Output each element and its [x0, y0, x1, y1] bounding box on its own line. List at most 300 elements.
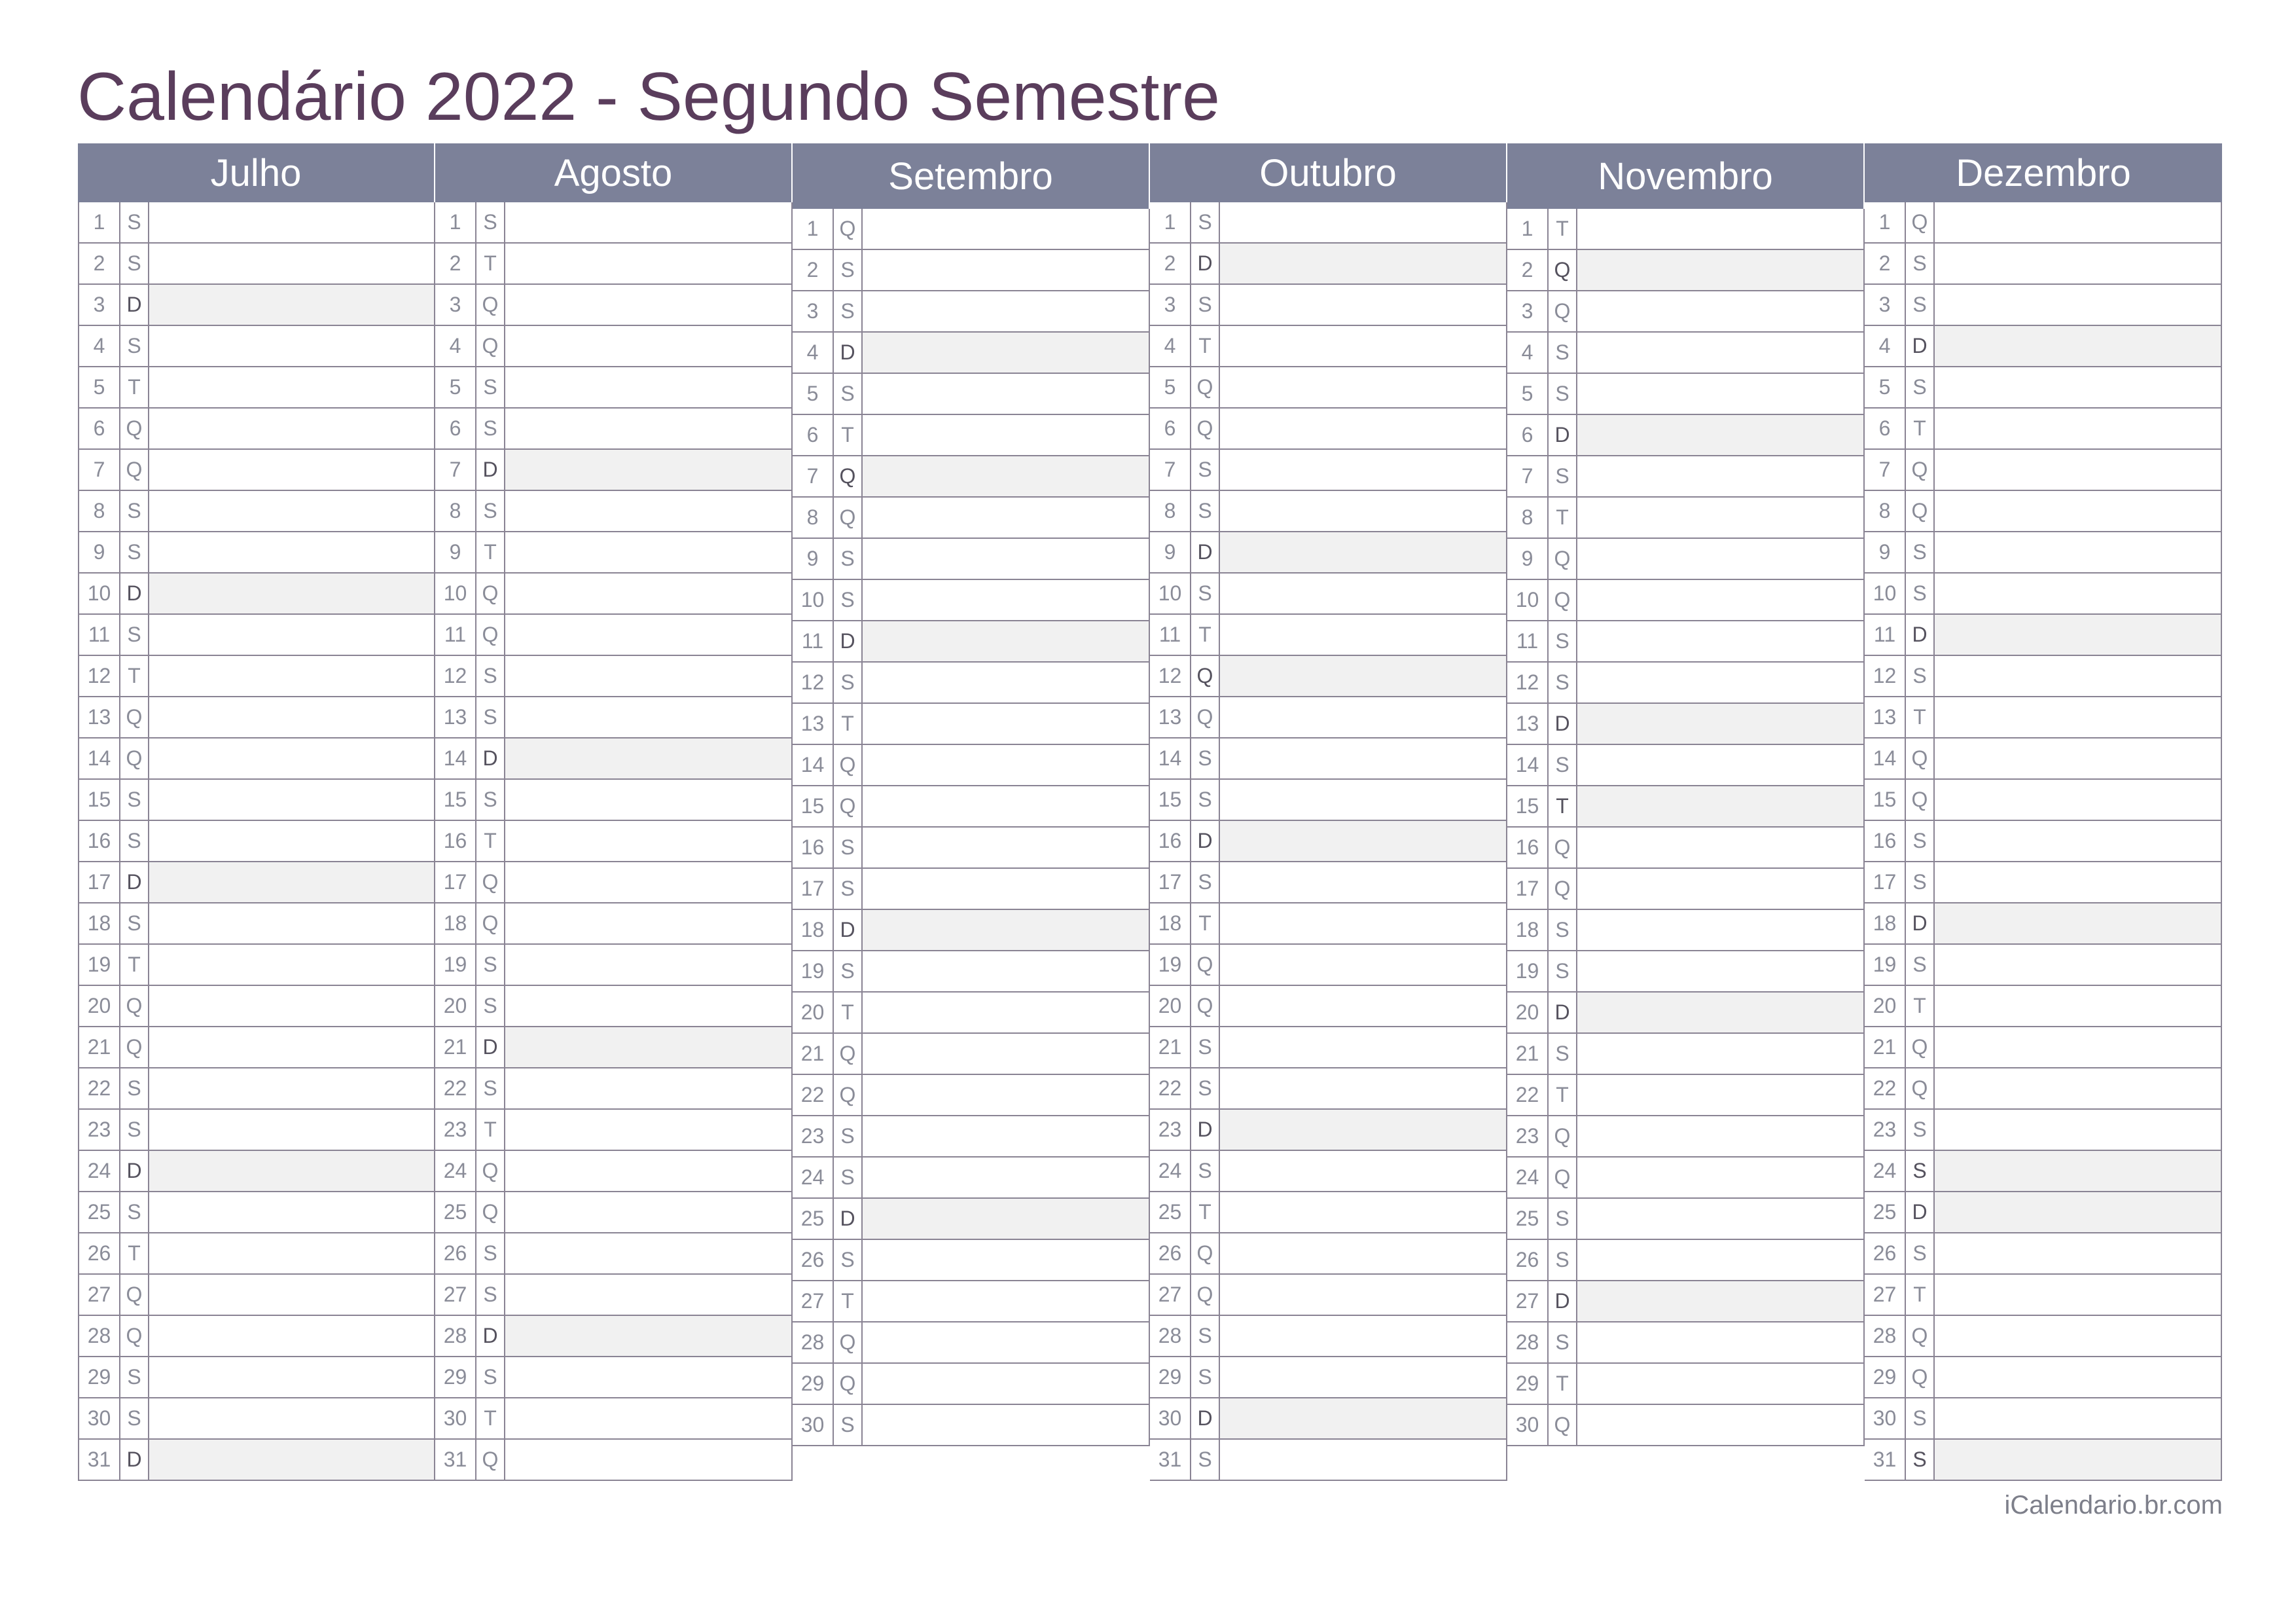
day-row — [1150, 615, 1507, 656]
weekday-letter: S — [1549, 951, 1577, 991]
day-row — [1507, 621, 1865, 663]
day-number: 29 — [1150, 1357, 1191, 1397]
day-row — [1507, 951, 1865, 993]
day-row — [435, 986, 793, 1027]
day-row — [435, 1275, 793, 1316]
weekday-letter: S — [1906, 945, 1935, 985]
day-row — [78, 1398, 435, 1440]
day-number: 28 — [435, 1316, 476, 1356]
day-note-cell — [1220, 615, 1506, 655]
weekday-letter: S — [120, 326, 149, 366]
day-row — [1507, 456, 1865, 498]
weekday-letter: S — [1906, 1398, 1935, 1438]
weekday-letter: T — [1906, 986, 1935, 1026]
day-note-cell — [505, 945, 791, 985]
day-number: 13 — [793, 704, 834, 744]
day-note-cell — [1577, 704, 1863, 744]
day-note-cell — [149, 1316, 434, 1356]
day-row — [793, 1034, 1150, 1075]
day-list — [435, 202, 793, 1481]
day-note-cell — [1935, 1151, 2221, 1191]
day-number: 24 — [793, 1158, 834, 1197]
day-number: 30 — [1865, 1398, 1906, 1438]
day-note-cell — [1935, 739, 2221, 778]
day-number: 27 — [1150, 1275, 1191, 1315]
footer-site-link[interactable]: iCalendario.br.com — [2004, 1491, 2223, 1520]
day-row — [78, 780, 435, 821]
day-number: 13 — [1150, 697, 1191, 737]
day-row — [1150, 1316, 1507, 1357]
weekday-letter: S — [120, 780, 149, 820]
day-number: 5 — [79, 367, 120, 407]
day-row — [1865, 574, 2222, 615]
day-number: 26 — [1507, 1240, 1549, 1280]
day-row — [435, 656, 793, 697]
day-row — [1507, 828, 1865, 869]
day-number: 30 — [1507, 1405, 1549, 1445]
day-note-cell — [505, 1440, 791, 1480]
weekday-letter: Q — [1906, 1027, 1935, 1067]
day-note-cell — [505, 1068, 791, 1108]
day-row — [1150, 367, 1507, 409]
weekday-letter: S — [1191, 450, 1220, 490]
day-list — [793, 209, 1150, 1446]
day-row — [1865, 986, 2222, 1027]
weekday-letter: S — [1549, 1322, 1577, 1362]
day-row — [1507, 1034, 1865, 1075]
weekday-letter: Q — [1549, 539, 1577, 579]
day-note-cell — [1935, 1440, 2221, 1480]
day-number: 20 — [1865, 986, 1906, 1026]
day-note-cell — [1220, 367, 1506, 407]
day-number: 19 — [79, 945, 120, 985]
day-note-cell — [1577, 1199, 1863, 1239]
day-number: 2 — [1865, 244, 1906, 283]
day-number: 2 — [793, 250, 834, 290]
day-note-cell — [863, 539, 1149, 579]
day-row — [435, 1192, 793, 1233]
day-row — [78, 1068, 435, 1110]
weekday-letter: S — [834, 1240, 863, 1280]
weekday-letter: S — [120, 1398, 149, 1438]
day-number: 22 — [435, 1068, 476, 1108]
day-row — [1507, 291, 1865, 333]
day-row — [1865, 285, 2222, 326]
day-number: 11 — [1150, 615, 1191, 655]
weekday-letter: S — [120, 1192, 149, 1232]
weekday-letter: D — [834, 621, 863, 661]
day-note-cell — [1220, 656, 1506, 696]
day-row — [1865, 615, 2222, 656]
weekday-letter: Q — [834, 1034, 863, 1074]
day-number: 21 — [1865, 1027, 1906, 1067]
day-number: 27 — [1865, 1275, 1906, 1315]
day-note-cell — [863, 828, 1149, 867]
day-row — [1507, 869, 1865, 910]
weekday-letter: S — [476, 1233, 505, 1273]
day-row — [793, 580, 1150, 621]
weekday-letter: Q — [1549, 828, 1577, 867]
day-number: 23 — [1865, 1110, 1906, 1150]
day-number: 4 — [79, 326, 120, 366]
day-number: 4 — [1150, 326, 1191, 366]
day-note-cell — [1935, 1316, 2221, 1356]
day-list — [1507, 209, 1865, 1446]
day-note-cell — [505, 1357, 791, 1397]
day-note-cell — [863, 1240, 1149, 1280]
day-note-cell — [863, 1158, 1149, 1197]
weekday-letter: Q — [1906, 1316, 1935, 1356]
day-number: 6 — [79, 409, 120, 448]
day-row — [1865, 1192, 2222, 1233]
day-note-cell — [1577, 456, 1863, 496]
weekday-letter: S — [834, 951, 863, 991]
day-note-cell — [863, 1322, 1149, 1362]
weekday-letter: T — [1906, 697, 1935, 737]
day-number: 21 — [793, 1034, 834, 1074]
weekday-letter: Q — [1549, 1158, 1577, 1197]
day-number: 2 — [1150, 244, 1191, 283]
day-row — [435, 244, 793, 285]
day-number: 19 — [1150, 945, 1191, 985]
day-row — [1507, 1405, 1865, 1446]
day-row — [1150, 1440, 1507, 1481]
day-number: 3 — [79, 285, 120, 325]
day-row — [435, 1357, 793, 1398]
day-number: 16 — [1150, 821, 1191, 861]
day-note-cell — [505, 1398, 791, 1438]
weekday-letter: D — [1549, 415, 1577, 455]
day-row — [1865, 1027, 2222, 1068]
day-note-cell — [863, 498, 1149, 538]
day-note-cell — [863, 250, 1149, 290]
weekday-letter: S — [834, 1158, 863, 1197]
day-note-cell — [149, 903, 434, 943]
weekday-letter: Q — [1191, 986, 1220, 1026]
day-number: 4 — [435, 326, 476, 366]
day-number: 28 — [1865, 1316, 1906, 1356]
day-number: 2 — [1507, 250, 1549, 290]
day-row — [1150, 450, 1507, 491]
day-number: 17 — [435, 862, 476, 902]
day-number: 21 — [435, 1027, 476, 1067]
day-row — [435, 1316, 793, 1357]
weekday-letter: S — [1549, 745, 1577, 785]
day-row — [793, 621, 1150, 663]
weekday-letter: Q — [120, 986, 149, 1026]
day-row — [793, 374, 1150, 415]
day-row — [78, 1151, 435, 1192]
weekday-letter: S — [834, 828, 863, 867]
month-header: Dezembro — [1865, 143, 2222, 202]
day-note-cell — [149, 1027, 434, 1067]
weekday-letter: Q — [834, 1364, 863, 1404]
weekday-letter: Q — [834, 745, 863, 785]
day-row — [1150, 945, 1507, 986]
weekday-letter: S — [120, 1110, 149, 1150]
day-row — [793, 1322, 1150, 1364]
day-number: 16 — [1865, 821, 1906, 861]
day-row — [78, 1110, 435, 1151]
weekday-letter: Q — [834, 1075, 863, 1115]
day-row — [1507, 374, 1865, 415]
weekday-letter: D — [476, 450, 505, 490]
day-number: 31 — [435, 1440, 476, 1480]
weekday-letter: T — [476, 532, 505, 572]
semester-calendar — [78, 143, 2222, 1481]
day-row — [1507, 415, 1865, 456]
day-number: 3 — [1150, 285, 1191, 325]
day-number: 20 — [1150, 986, 1191, 1026]
day-note-cell — [505, 697, 791, 737]
day-list — [1865, 202, 2222, 1481]
day-row — [78, 1192, 435, 1233]
day-row — [78, 285, 435, 326]
weekday-letter: T — [1549, 209, 1577, 249]
weekday-letter: Q — [834, 498, 863, 538]
day-number: 7 — [79, 450, 120, 490]
day-note-cell — [505, 615, 791, 655]
weekday-letter: T — [120, 367, 149, 407]
day-number: 15 — [435, 780, 476, 820]
day-note-cell — [505, 862, 791, 902]
weekday-letter: Q — [1191, 1275, 1220, 1315]
day-number: 15 — [1507, 786, 1549, 826]
month-header: Outubro — [1150, 143, 1507, 202]
day-note-cell — [1935, 450, 2221, 490]
day-row — [1507, 1281, 1865, 1322]
day-row — [435, 862, 793, 903]
day-note-cell — [1220, 697, 1506, 737]
weekday-letter: Q — [834, 1322, 863, 1362]
day-number: 23 — [1150, 1110, 1191, 1150]
day-row — [793, 456, 1150, 498]
day-note-cell — [1577, 580, 1863, 620]
weekday-letter: S — [1549, 456, 1577, 496]
day-row — [435, 1440, 793, 1481]
day-row — [1865, 1233, 2222, 1275]
day-number: 20 — [79, 986, 120, 1026]
day-note-cell — [1220, 945, 1506, 985]
day-number: 1 — [1507, 209, 1549, 249]
day-note-cell — [1935, 1398, 2221, 1438]
day-number: 16 — [435, 821, 476, 861]
weekday-letter: S — [120, 821, 149, 861]
day-number: 13 — [79, 697, 120, 737]
day-number: 15 — [793, 786, 834, 826]
weekday-letter: Q — [834, 209, 863, 249]
weekday-letter: Q — [1906, 450, 1935, 490]
day-number: 9 — [435, 532, 476, 572]
day-number: 8 — [435, 491, 476, 531]
weekday-letter: Q — [1906, 1357, 1935, 1397]
day-row — [435, 615, 793, 656]
day-note-cell — [1577, 828, 1863, 867]
day-note-cell — [505, 1275, 791, 1315]
weekday-letter: D — [1191, 821, 1220, 861]
day-note-cell — [1935, 367, 2221, 407]
day-row — [793, 498, 1150, 539]
day-number: 29 — [793, 1364, 834, 1404]
day-note-cell — [1935, 491, 2221, 531]
day-number: 3 — [1507, 291, 1549, 331]
day-row — [78, 450, 435, 491]
day-row — [435, 739, 793, 780]
weekday-letter: D — [120, 1440, 149, 1480]
day-row — [78, 1357, 435, 1398]
day-number: 24 — [1150, 1151, 1191, 1191]
weekday-letter: Q — [120, 697, 149, 737]
month-column — [435, 143, 793, 1481]
day-note-cell — [1220, 409, 1506, 448]
day-row — [1150, 409, 1507, 450]
day-note-cell — [505, 986, 791, 1026]
day-number: 7 — [435, 450, 476, 490]
day-note-cell — [1577, 374, 1863, 414]
weekday-letter: S — [1191, 491, 1220, 531]
day-note-cell — [1935, 821, 2221, 861]
weekday-letter: Q — [120, 1275, 149, 1315]
day-note-cell — [1935, 1027, 2221, 1067]
day-note-cell — [1935, 409, 2221, 448]
day-number: 8 — [1150, 491, 1191, 531]
day-note-cell — [863, 1364, 1149, 1404]
day-note-cell — [1935, 780, 2221, 820]
weekday-letter: S — [476, 656, 505, 696]
day-note-cell — [1220, 574, 1506, 613]
weekday-letter: S — [1549, 910, 1577, 950]
day-note-cell — [863, 951, 1149, 991]
day-row — [1150, 986, 1507, 1027]
day-row — [1507, 539, 1865, 580]
weekday-letter: S — [1549, 621, 1577, 661]
day-number: 8 — [1865, 491, 1906, 531]
weekday-letter: Q — [1191, 409, 1220, 448]
day-note-cell — [863, 663, 1149, 702]
day-note-cell — [149, 574, 434, 613]
weekday-letter: S — [1906, 1233, 1935, 1273]
day-note-cell — [1220, 1068, 1506, 1108]
day-row — [78, 244, 435, 285]
day-note-cell — [1577, 663, 1863, 702]
day-row — [435, 574, 793, 615]
day-number: 13 — [1865, 697, 1906, 737]
day-number: 1 — [1150, 202, 1191, 242]
weekday-letter: S — [834, 869, 863, 909]
day-row — [1150, 1192, 1507, 1233]
weekday-letter: D — [834, 1199, 863, 1239]
day-row — [1150, 903, 1507, 945]
day-number: 16 — [1507, 828, 1549, 867]
day-number: 28 — [79, 1316, 120, 1356]
day-note-cell — [505, 903, 791, 943]
day-note-cell — [149, 697, 434, 737]
day-number: 29 — [435, 1357, 476, 1397]
day-row — [1865, 532, 2222, 574]
weekday-letter: Q — [1549, 869, 1577, 909]
day-row — [1507, 1322, 1865, 1364]
weekday-letter: D — [120, 285, 149, 325]
weekday-letter: S — [476, 780, 505, 820]
day-number: 26 — [793, 1240, 834, 1280]
day-row — [435, 821, 793, 862]
day-row — [1150, 1357, 1507, 1398]
day-row — [78, 862, 435, 903]
day-note-cell — [1220, 285, 1506, 325]
day-number: 6 — [435, 409, 476, 448]
day-row — [793, 910, 1150, 951]
weekday-letter: Q — [476, 903, 505, 943]
day-number: 24 — [1865, 1151, 1906, 1191]
day-note-cell — [1935, 202, 2221, 242]
day-number: 9 — [1150, 532, 1191, 572]
weekday-letter: Q — [1191, 656, 1220, 696]
weekday-letter: D — [1191, 1398, 1220, 1438]
day-row — [1150, 1275, 1507, 1316]
day-number: 11 — [1507, 621, 1549, 661]
weekday-letter: S — [476, 945, 505, 985]
day-row — [793, 250, 1150, 291]
weekday-letter: Q — [476, 615, 505, 655]
day-row — [1865, 326, 2222, 367]
month-column — [1865, 143, 2222, 1481]
day-number: 17 — [793, 869, 834, 909]
day-row — [435, 367, 793, 409]
weekday-letter: Q — [476, 1192, 505, 1232]
day-number: 14 — [79, 739, 120, 778]
weekday-letter: D — [476, 1316, 505, 1356]
weekday-letter: Q — [1191, 1233, 1220, 1273]
day-row — [793, 539, 1150, 580]
day-note-cell — [1220, 780, 1506, 820]
day-row — [1507, 1116, 1865, 1158]
day-row — [1865, 202, 2222, 244]
day-row — [78, 1027, 435, 1068]
day-number: 12 — [1865, 656, 1906, 696]
day-number: 19 — [793, 951, 834, 991]
weekday-letter: S — [120, 202, 149, 242]
day-number: 9 — [79, 532, 120, 572]
day-note-cell — [1935, 1068, 2221, 1108]
day-note-cell — [1577, 1158, 1863, 1197]
page-title: Calendário 2022 - Segundo Semestre — [77, 59, 1221, 135]
day-row — [1150, 656, 1507, 697]
day-number: 14 — [793, 745, 834, 785]
day-number: 25 — [1507, 1199, 1549, 1239]
day-number: 17 — [1150, 862, 1191, 902]
day-number: 5 — [1507, 374, 1549, 414]
day-number: 25 — [435, 1192, 476, 1232]
day-note-cell — [149, 1192, 434, 1232]
day-number: 30 — [1150, 1398, 1191, 1438]
weekday-letter: S — [120, 244, 149, 283]
day-number: 12 — [435, 656, 476, 696]
day-number: 8 — [79, 491, 120, 531]
weekday-letter: Q — [1906, 739, 1935, 778]
weekday-letter: S — [476, 1357, 505, 1397]
day-note-cell — [1935, 986, 2221, 1026]
day-number: 9 — [793, 539, 834, 579]
day-note-cell — [1935, 903, 2221, 943]
day-note-cell — [1577, 786, 1863, 826]
day-note-cell — [149, 326, 434, 366]
weekday-letter: S — [1191, 1068, 1220, 1108]
day-note-cell — [505, 1233, 791, 1273]
day-row — [1150, 697, 1507, 739]
day-row — [1150, 326, 1507, 367]
day-number: 26 — [1150, 1233, 1191, 1273]
day-note-cell — [1220, 1192, 1506, 1232]
